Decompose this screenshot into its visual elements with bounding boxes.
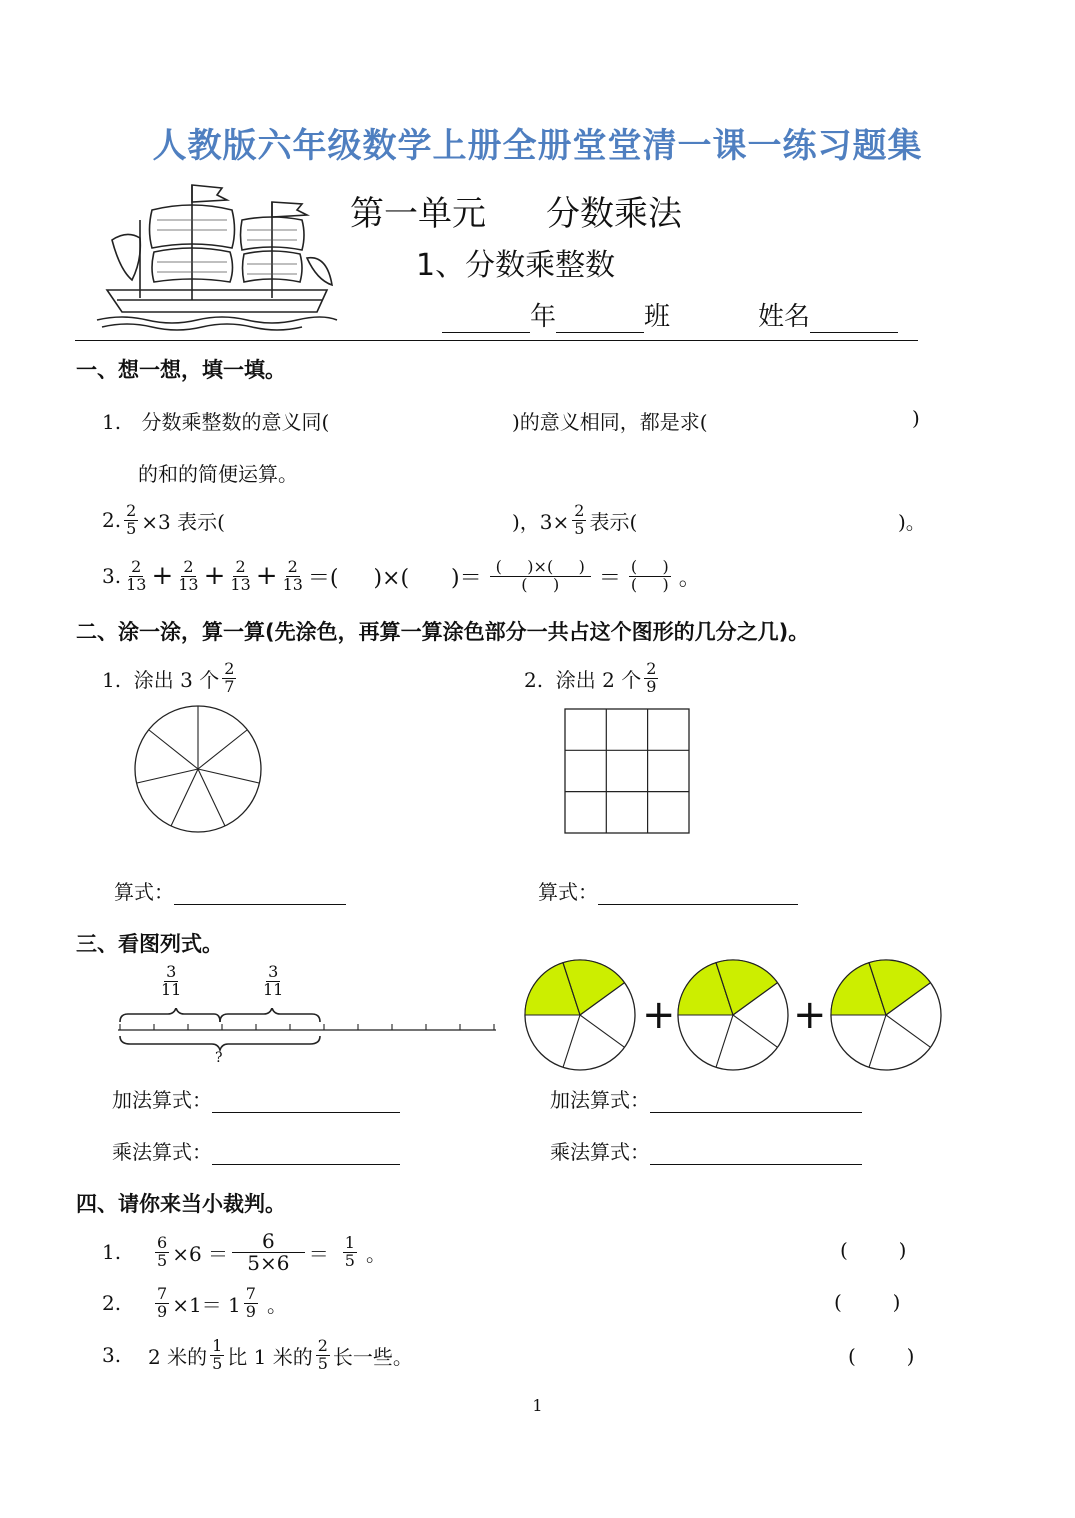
section2-heading: 二、涂一涂，算一算(先涂色，再算一算涂色部分一共占这个图形的几分之几)。 [76, 620, 810, 644]
s3-right-add [550, 1084, 862, 1113]
fraction: $\frac{2}{13}$ [126, 556, 147, 594]
fraction: $\frac{2}{13}$ [282, 556, 303, 594]
question-number: 3. [102, 1343, 122, 1367]
mul-blank[interactable] [650, 1144, 862, 1165]
add-label: 加法算式： [112, 1088, 212, 1112]
s4-q3 [102, 1330, 413, 1380]
question-mark: ? [215, 1050, 223, 1066]
year-blank[interactable] [442, 306, 530, 333]
s3-right-mul [550, 1136, 862, 1165]
s4-q1 [102, 1224, 386, 1280]
s1-q1-text2: )的意义相同，都是求( [512, 410, 708, 434]
class-label: 班 [644, 302, 671, 332]
blank-fraction-large: $\frac{( )\times( )}{( )}$ [490, 559, 591, 594]
mul-label: 乘法算式： [112, 1140, 212, 1164]
s1-q1-text1: 分数乘整数的意义同( [141, 410, 330, 434]
s2-q2-label: 2. 涂出 2 个 [524, 667, 642, 692]
s4-q2 [102, 1278, 287, 1328]
section4-heading: 四、请你来当小裁判。 [76, 1192, 286, 1216]
s4-q3-text2: 比 1 米的 [227, 1344, 313, 1369]
unit-heading [350, 186, 682, 235]
unit-name: 分数乘法 [546, 194, 682, 234]
fraction: $\frac{2}{7}$ [224, 658, 235, 696]
class-blank[interactable] [556, 306, 644, 333]
segment-fraction-2: $\frac{3}{11}$ [263, 962, 284, 999]
segment-fraction-1: $\frac{3}{11}$ [161, 962, 182, 999]
fraction: $\frac{2}{5}$ [574, 500, 585, 538]
fraction: $\frac{7}{9}$ [245, 1283, 256, 1321]
s1-q1-line2: 的和的简便运算。 [138, 462, 298, 486]
formula-blank[interactable] [598, 884, 798, 905]
fraction: $\frac{2}{5}$ [126, 500, 137, 538]
s1-q2-text2: )，3× [512, 509, 570, 534]
question-number: 1. [102, 410, 122, 434]
year-label: 年 [530, 302, 557, 332]
unit-number: 第一单元 [350, 194, 486, 234]
fraction: $\frac{1}{5}$ [212, 1335, 223, 1373]
add-blank[interactable] [650, 1092, 862, 1113]
fraction: $\frac{2}{13}$ [178, 556, 199, 594]
period: 。 [266, 1292, 287, 1317]
period: 。 [365, 1241, 386, 1266]
mul-blank[interactable] [212, 1144, 400, 1165]
s2-q1-label: 1. 涂出 3 个 [102, 667, 220, 692]
section1-heading: 一、想一想，填一填。 [76, 358, 286, 382]
lesson-title: 1、分数乘整数 [416, 248, 616, 283]
s1-q2-text1: ×3 表示( [141, 509, 225, 534]
plus-sign: + [793, 992, 827, 1038]
circle-seven-parts[interactable] [128, 702, 268, 842]
s1-q2-text3: 表示( [589, 509, 638, 534]
equals-sign: ＝ [308, 1241, 329, 1266]
fraction: $\frac{1}{5}$ [344, 1232, 355, 1270]
fraction: $\frac{6}{5\times 6}$ [232, 1231, 305, 1274]
plus-sign: + [642, 992, 676, 1038]
s3-left-add [112, 1084, 400, 1113]
s2-q1 [102, 654, 239, 702]
header-divider [75, 340, 918, 341]
question-number: 2. [102, 508, 122, 532]
s4-q2-times: ×1＝ 1 [172, 1292, 241, 1317]
question-number: 2. [102, 1291, 122, 1315]
fraction: $\frac{2}{13}$ [230, 556, 251, 594]
grid-nine-parts[interactable] [564, 708, 692, 836]
s4-q3-text1: 2 米的 [148, 1344, 208, 1369]
name-label: 姓名 [758, 302, 811, 332]
question-number: 3. [102, 564, 122, 588]
s2-q1-formula [114, 876, 346, 905]
s2-q2-formula [538, 876, 798, 905]
plus-sign: + [203, 561, 226, 591]
fraction: $\frac{7}{9}$ [157, 1283, 168, 1321]
section3-heading: 三、看图列式。 [76, 932, 223, 956]
s4-q1-times: ×6 ＝ [172, 1241, 229, 1266]
fraction: $\frac{6}{5}$ [157, 1232, 168, 1270]
name-blank[interactable] [810, 306, 898, 333]
s1-q2-b [512, 496, 637, 544]
plus-sign: + [255, 561, 278, 591]
s1-q2-text4: )。 [898, 509, 926, 534]
add-blank[interactable] [212, 1092, 400, 1113]
number-line [114, 1008, 499, 1052]
plus-sign: + [151, 561, 174, 591]
judge-blank[interactable]: ( ) [834, 1290, 901, 1314]
s4-q3-text3: 长一些。 [332, 1344, 413, 1369]
judge-blank[interactable]: ( ) [848, 1344, 915, 1368]
student-info-line [442, 296, 898, 333]
page-number: 1 [532, 1396, 543, 1415]
judge-blank[interactable]: ( ) [840, 1238, 907, 1262]
s3-left-mul [112, 1136, 400, 1165]
formula-label: 算式： [114, 880, 174, 904]
equals-sign: ＝ [598, 565, 621, 591]
document-title: 人教版六年级数学上册全册堂堂清一课一练习题集 [152, 126, 923, 166]
question-number: 1. [102, 1240, 122, 1264]
s1-q1 [102, 406, 329, 435]
blank-fraction-small: $\frac{( )}{( )}$ [630, 556, 669, 594]
fraction: $\frac{2}{9}$ [646, 658, 657, 696]
s1-q3 [102, 550, 701, 602]
three-circles-figure [522, 955, 947, 1075]
s1-q3-equation: ＝( )×( )＝ [307, 565, 482, 591]
s1-q2 [102, 496, 225, 544]
s2-q2 [524, 654, 661, 702]
formula-label: 算式： [538, 880, 598, 904]
mul-label: 乘法算式： [550, 1140, 650, 1164]
fraction: $\frac{2}{5}$ [317, 1335, 328, 1373]
number-line-ticks [120, 1024, 494, 1030]
period: 。 [678, 565, 701, 591]
add-label: 加法算式： [550, 1088, 650, 1112]
ship-illustration [92, 180, 342, 332]
formula-blank[interactable] [174, 884, 346, 905]
s1-q1-text3: ) [912, 406, 920, 430]
